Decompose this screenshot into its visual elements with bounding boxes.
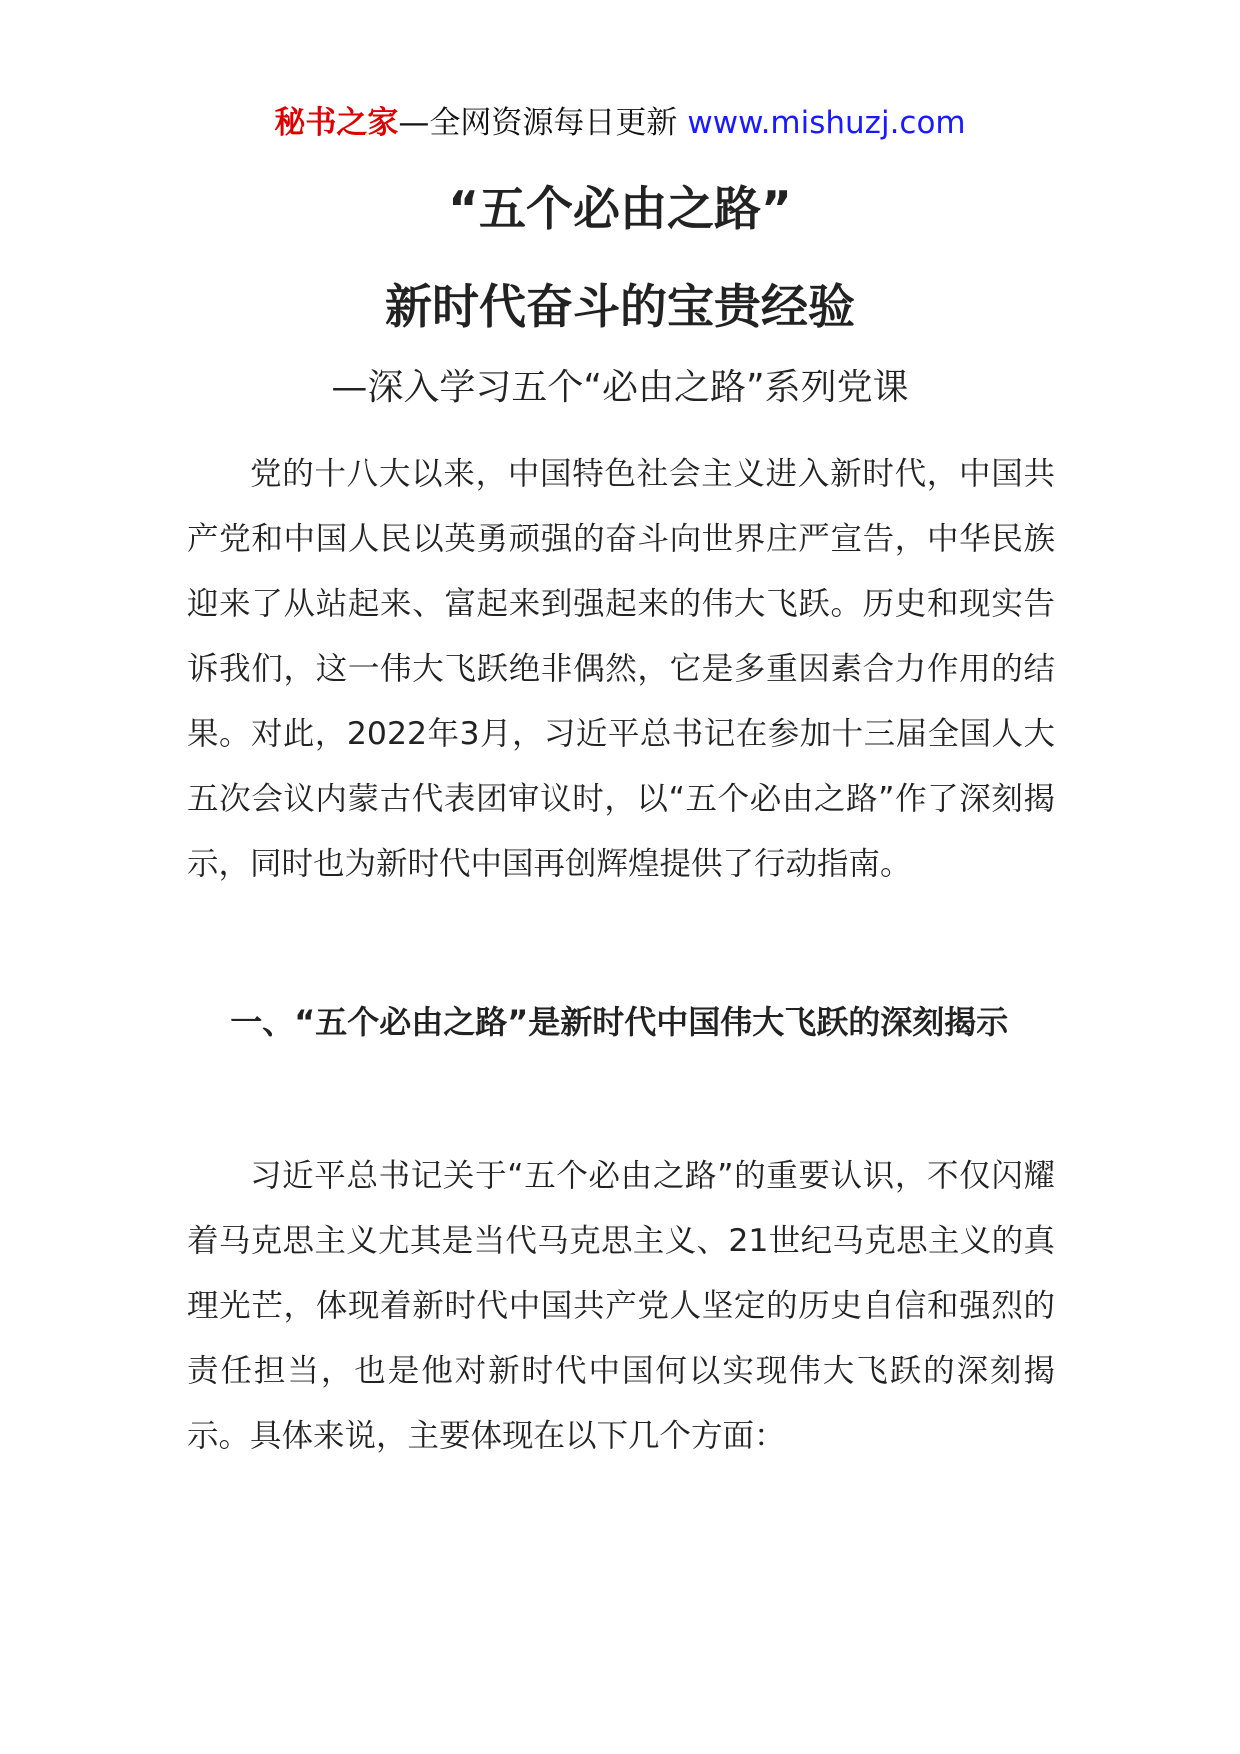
brand-name: 秘书之家 — [274, 105, 399, 141]
document-subtitle: —深入学习五个“必由之路”系列党课 — [331, 367, 909, 408]
body-paragraph-1: 党的十八大以来，中国特色社会主义进入新时代，中国共产党和中国人民以英勇顽强的奋斗向世界庄严宣告，中华民族迎来了从站起来、富起来到强起来的伟大飞跃。历史和现实告诉我们，这一伟大飞跃绝非偶然，它是多重因素合力作用的结果。对此，2022年3月，习近平总书记在参加十三届全国人大五次会议内蒙古代表团审议时，以“五个必由之路”作了深刻揭示，同时也为新时代中国再创辉煌提供了行动指南。 — [187, 456, 1055, 882]
header-tagline: —全网资源每日更新 — [398, 105, 678, 141]
site-header — [0, 100, 1240, 146]
body-paragraph-2: 习近平总书记关于“五个必由之路”的重要认识，不仅闪耀着马克思主义尤其是当代马克思主义、21世纪马克思主义的真理光芒，体现着新时代中国共产党人坚定的历史自信和强烈的责任担当，也是他对新时代中国何以实现伟大飞跃的深刻揭示。具体来说，主要体现在以下几个方面： — [187, 1158, 1055, 1454]
site-url-link[interactable]: www.mishuzj.com — [687, 105, 966, 141]
section-heading-1: 一、“五个必由之路”是新时代中国伟大飞跃的深刻揭示 — [230, 1003, 1009, 1041]
document-title-line-2: 新时代奋斗的宝贵经验 — [385, 280, 855, 335]
document-title-line-1: “五个必由之路” — [448, 182, 792, 237]
